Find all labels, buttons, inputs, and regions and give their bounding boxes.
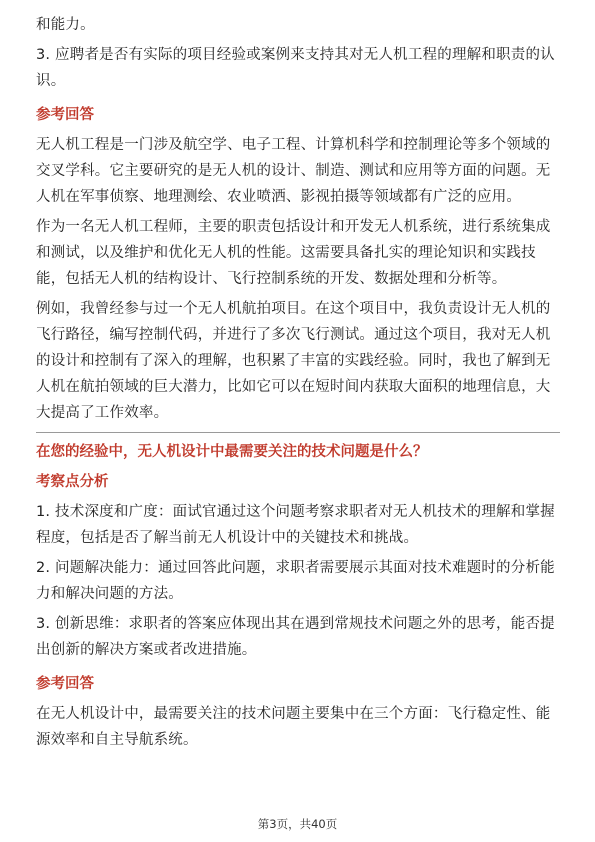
answer-paragraph-3: 例如，我曾经参与过一个无人机航拍项目。在这个项目中，我负责设计无人机的飞行路径，编写控制代码，并进行了多次飞行测试。通过这个项目，我对无人机的设计和控制有了深入的理解，也积累了丰富的实践经验。同时，我也了解到无人机在航拍领域的巨大潜力，比如它可以在短时间内获取大面积的地理信息，大大提高了工作效率。	[36, 301, 551, 421]
page-number: 第3页，共40页	[257, 817, 338, 831]
analysis-heading: 考察点分析	[36, 474, 109, 490]
answer-paragraph-1: 无人机工程是一门涉及航空学、电子工程、计算机科学和控制理论等多个领域的交叉学科。它主要研究的是无人机的设计、制造、测试和应用等方面的问题。无人机在军事侦察、地理测绘、农业喷洒、影视拍摄等领域都有广泛的应用。	[36, 137, 551, 205]
question-title: 在您的经验中，无人机设计中最需要关注的技术问题是什么？	[36, 444, 428, 460]
reference-answer-heading: 参考回答	[36, 107, 94, 123]
document-page	[36, 12, 560, 753]
paragraph-point-3: 3. 应聘者是否有实际的项目经验或案例来支持其对无人机工程的理解和职责的认识。	[36, 47, 555, 89]
analysis-point-1: 1. 技术深度和广度：面试官通过这个问题考察求职者对无人机技术的理解和掌握程度，包括是否了解当前无人机设计中的关键技术和挑战。	[36, 504, 555, 546]
analysis-point-2: 2. 问题解决能力：通过回答此问题，求职者需要展示其面对技术难题时的分析能力和解决问题的方法。	[36, 560, 555, 602]
paragraph-continuation: 和能力。	[36, 17, 95, 33]
analysis-point-3: 3. 创新思维：求职者的答案应体现出其在遇到常规技术问题之外的思考，能否提出创新的解决方案或者改进措施。	[36, 616, 555, 658]
reference-answer-heading-2: 参考回答	[36, 676, 94, 692]
section-divider	[36, 432, 560, 433]
answer-paragraph-2: 作为一名无人机工程师，主要的职责包括设计和开发无人机系统，进行系统集成和测试，以及维护和优化无人机的性能。这需要具备扎实的理论知识和实践技能，包括无人机的结构设计、飞行控制系统的开发、数据处理和分析等。	[36, 219, 551, 287]
answer2-paragraph-1: 在无人机设计中，最需要关注的技术问题主要集中在三个方面：飞行稳定性、能源效率和自主导航系统。	[36, 706, 551, 748]
